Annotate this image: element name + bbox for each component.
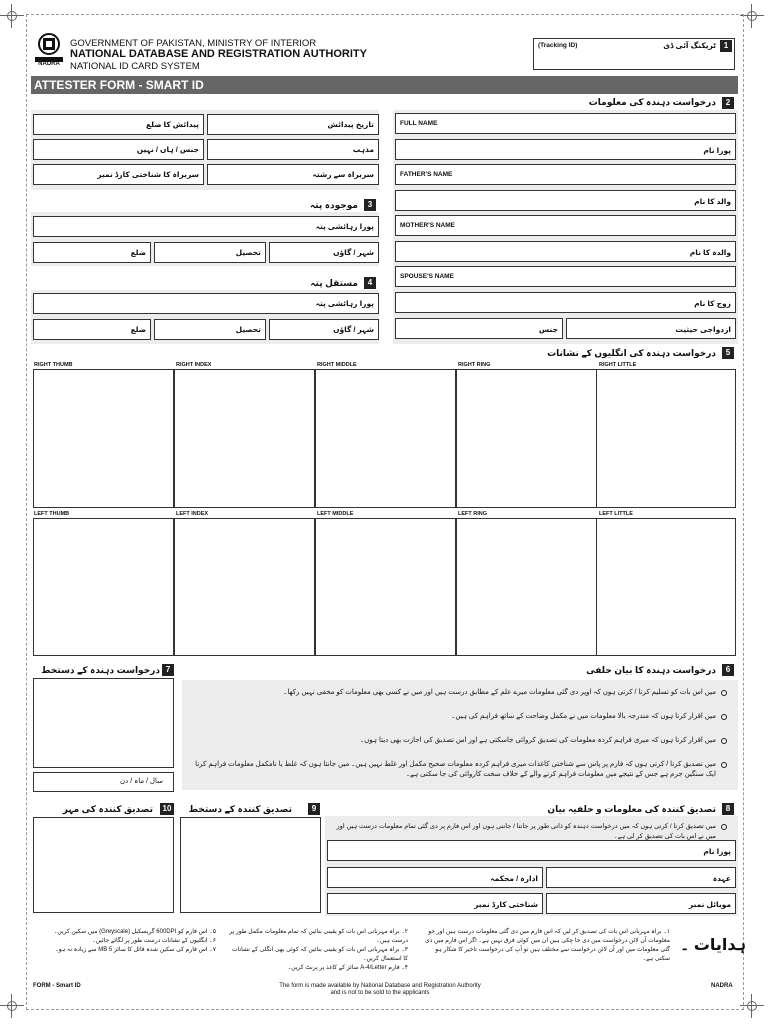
section-number: 2 (722, 97, 734, 109)
field-label: پورا نام (703, 146, 731, 155)
field-label: FULL NAME (400, 120, 438, 127)
logo-text: NADRA (38, 61, 60, 67)
field-label: شہر / گاؤں (333, 248, 374, 257)
bullet-icon (721, 824, 727, 830)
section-number: 3 (364, 199, 376, 211)
fp-label-right-little: RIGHT LITTLE (599, 362, 637, 368)
date-label: سال / ماہ / دن (120, 778, 163, 785)
full-name-ur-field[interactable] (395, 139, 736, 160)
fp-label-right-index: RIGHT INDEX (176, 362, 212, 368)
fp-box-left-thumb[interactable] (33, 518, 174, 656)
declaration-item: میں تصدیق کرتا / کرتی ہوں کہ فارم پر پاس سے شناختی کاغذات میری فراہم کردہ معلومات صحیح مکمل اور غلط نہیں ہیں۔ میں جانتا ہوں کہ غلط یا نامکمل معلومات فراہم کرنا ایک سنگین جرم ہے جس کے نتیجے میں معلومات فراہم کرنے والے کے خلاف سخت کاروائی کی جا سکتی ہے۔ (195, 761, 716, 778)
bullet-icon (721, 714, 727, 720)
fp-label-left-thumb: LEFT THUMB (34, 511, 70, 517)
present-tehsil-field[interactable] (154, 242, 266, 263)
footer-left: FORM - Smart ID (33, 983, 81, 989)
declaration-item: میں اقرار کرتا ہوں کہ مندرجہ بالا معلومات میں نے مکمل وضاحت کے ساتھ فراہم کی ہیں۔ (451, 713, 716, 720)
footer-center-line2: and is not to be sold to the applicants (330, 990, 430, 996)
section-number: 1 (720, 40, 732, 52)
field-label: سربراہ سے رشتہ (312, 170, 374, 179)
field-label: والد کا نام (694, 197, 731, 206)
permanent-district-field[interactable] (33, 319, 151, 340)
instructions-col1: ۱۔ براہ مہربانی اس بات کی تصدیق کر لیں کہ اس فارم میں دی گئی معلومات درست ہیں اور جو معلومات آن لائن درخواست میں دی جا چکی ہیں ان میں کوئی فرق نہیں ہے۔ اگر اس فارم میں دی گئی معلومات میں اور آن لائن درخواست سے مختلف ہیں تو آپ کی درخواست تاخیر کا شکار ہو سکتی ہے۔ (425, 929, 670, 962)
field-label: FATHER'S NAME (400, 171, 453, 178)
section2-title: درخواست دہندہ کی معلومات (588, 97, 716, 107)
gender-select-field[interactable] (395, 318, 563, 339)
field-label: سربراہ کا شناختی کارڈ نمبر (97, 170, 199, 179)
registration-mark (0, 4, 24, 28)
nadra-logo (33, 30, 65, 70)
permanent-city-field[interactable] (269, 319, 379, 340)
tracking-label: (Tracking ID) (538, 42, 578, 49)
header-line1: GOVERNMENT OF PAKISTAN, MINISTRY OF INTERIOR (70, 38, 317, 49)
field-label: شہر / گاؤں (333, 325, 374, 334)
field-label: ضلع (130, 248, 146, 257)
attester-organization-field[interactable] (327, 867, 543, 888)
section5-title: درخواست دہندہ کی انگلیوں کے نشانات (547, 348, 716, 358)
fp-box-left-middle[interactable] (315, 518, 456, 656)
fp-label-right-middle: RIGHT MIDDLE (317, 362, 357, 368)
section3-title: موجودہ پتہ (309, 200, 358, 210)
full-name-field[interactable] (395, 113, 736, 134)
section-number: 7 (162, 664, 174, 676)
bullet-icon (721, 738, 727, 744)
attester-full-name-field[interactable] (327, 840, 736, 861)
field-label: موبائل نمبر (688, 900, 731, 909)
signature-date-field[interactable] (33, 772, 174, 792)
fp-box-left-index[interactable] (174, 518, 315, 656)
field-label: پورا نام (703, 847, 731, 856)
present-address-field[interactable] (33, 216, 379, 237)
fp-label-left-ring: LEFT RING (458, 511, 488, 517)
declaration-item: میں اقرار کرتا ہوں کہ میری فراہم کردہ معلومات کی تصدیق کروائی جاسکتی ہے اور اس تصدیق کی اجازت بھی دیتا ہوں۔ (360, 737, 716, 744)
footer-center-line1: The form is made available by National Database and Registration Authority (279, 983, 481, 989)
section-number: 10 (160, 803, 174, 815)
present-district-field[interactable] (33, 242, 151, 263)
religion-field[interactable] (207, 139, 379, 160)
bullet-icon (721, 762, 727, 768)
footer-right: NADRA (711, 983, 733, 989)
field-label: زوج کا نام (694, 299, 731, 308)
tracking-id-field[interactable] (533, 38, 735, 70)
registration-mark (0, 994, 24, 1018)
attester-cnic-field[interactable] (327, 893, 543, 914)
fp-box-right-little[interactable] (596, 369, 736, 508)
permanent-address-field[interactable] (33, 293, 379, 314)
attester-stamp-box[interactable] (33, 817, 174, 913)
section7-title: درخواست دہندہ کے دستخط (41, 665, 160, 675)
fp-box-left-little[interactable] (596, 518, 736, 656)
section-number: 4 (364, 277, 376, 289)
head-cnic-field[interactable] (33, 164, 204, 185)
attester-statement: میں تصدیق کرتا / کرتی ہوں کہ میں درخواست دہندہ کو ذاتی طور پر جانتا / جانتی ہوں اور اس فارم پر دی گئی تمام معلومات درست ہیں اور میں نے اس بات کی تصدیق کر لی ہے۔ (336, 823, 716, 840)
section8-title: تصدیق کنندہ کی معلومات و حلفیہ بیان (547, 804, 716, 814)
title-bar (31, 76, 738, 94)
mothers-name-ur-field[interactable] (395, 241, 736, 262)
field-label: شناختی کارڈ نمبر (474, 900, 538, 909)
field-label: جنس / ہاں / نہیں (136, 145, 199, 154)
bullet-icon (721, 690, 727, 696)
instructions-col2: ۲۔ براہ مہربانی اس بات کو یقینی بنائیں کہ تمام معلومات مکمل طور پر درست ہیں۔ ۳۔ براہ مہربانی اس بات کو یقینی بنائیں کہ کوئی بھی انگلی کے نشانات کا استعمال کریں۔ ۴۔ فارم A-4/Letter سائز کے کاغذ پر پرنٹ کریں۔ (229, 929, 408, 971)
field-label: مذہب (352, 145, 374, 154)
section-number: 8 (722, 803, 734, 815)
present-city-field[interactable] (269, 242, 379, 263)
relation-field[interactable] (207, 164, 379, 185)
field-label: ادارہ / محکمہ (490, 874, 538, 883)
permanent-tehsil-field[interactable] (154, 319, 266, 340)
mothers-name-field[interactable] (395, 215, 736, 236)
fp-box-left-ring[interactable] (456, 518, 597, 656)
fp-box-right-index[interactable] (174, 369, 315, 508)
field-label: ضلع (130, 325, 146, 334)
date-of-birth-field[interactable] (207, 114, 379, 135)
applicant-signature-box[interactable] (33, 678, 174, 768)
marital-status-field[interactable] (566, 318, 736, 339)
declaration-item: میں اس بات کو تسلیم کرتا / کرتی ہوں کہ اوپر دی گئی معلومات میرے علم کے مطابق درست ہیں اور میں نے کسی بھی معلومات کو مخفی نہیں رکھا۔ (283, 689, 716, 696)
fathers-name-ur-field[interactable] (395, 190, 736, 211)
field-label: عہدہ (712, 874, 731, 883)
field-label: SPOUSE'S NAME (400, 273, 454, 280)
fp-box-right-ring[interactable] (456, 369, 597, 508)
instructions-title: ہدایات ۔ (680, 937, 747, 954)
field-label: پورا رہائشی پتہ (315, 299, 374, 308)
spouses-name-ur-field[interactable] (395, 292, 736, 313)
fp-label-left-middle: LEFT MIDDLE (317, 511, 354, 517)
instructions-col3: ۵۔ اس فارم کو 600DPI گریسکیل (Greyscale) میں سکین کریں۔ ۶۔ انگلیوں کے نشانات درست طور پر لگائے جائیں۔ ۷۔ اس فارم کی سکین شدہ فائل کا سائز 5 MB سے زیادہ نہ ہو۔ (53, 929, 216, 953)
header-line3: NATIONAL ID CARD SYSTEM (70, 61, 200, 72)
section6-title: درخواست دہندہ کا بیان حلفی (586, 665, 716, 675)
section9-title: تصدیق کنندہ کے دستخط (188, 804, 292, 814)
section10-title: تصدیق کنندہ کی مہر (62, 804, 153, 814)
field-label: MOTHER'S NAME (400, 222, 455, 229)
field-label: پیدائش کا ضلع (146, 120, 199, 129)
fp-label-left-index: LEFT INDEX (176, 511, 209, 517)
fp-box-right-thumb[interactable] (33, 369, 174, 508)
spouses-name-field[interactable] (395, 266, 736, 287)
field-label: تحصیل (235, 325, 261, 334)
header-line2: NATIONAL DATABASE AND REGISTRATION AUTHORITY (70, 48, 367, 60)
fathers-name-field[interactable] (395, 164, 736, 185)
section-number: 6 (722, 664, 734, 676)
field-label: تحصیل (235, 248, 261, 257)
fp-label-left-little: LEFT LITTLE (599, 511, 633, 517)
section4-title: مستقل پتہ (310, 278, 358, 288)
section-number: 9 (308, 803, 320, 815)
field-label: پورا رہائشی پتہ (315, 222, 374, 231)
fp-label-right-ring: RIGHT RING (458, 362, 491, 368)
attester-mobile-field[interactable] (546, 893, 736, 914)
field-label: جنس (538, 325, 558, 334)
field-label: تاریخ پیدائش (327, 120, 374, 129)
field-label: والدہ کا نام (689, 248, 731, 257)
form-title: ATTESTER FORM - SMART ID (34, 78, 204, 92)
birth-district-field[interactable] (33, 114, 204, 135)
attester-designation-field[interactable] (546, 867, 736, 888)
field-label: ازدواجی حیثیت (675, 325, 731, 334)
gender-field[interactable] (33, 139, 204, 160)
section-number: 5 (722, 347, 734, 359)
fp-box-right-middle[interactable] (315, 369, 456, 508)
tracking-label-ur: ٹریکنگ آئی ڈی (663, 41, 716, 50)
fp-label-right-thumb: RIGHT THUMB (34, 362, 73, 368)
attester-signature-box[interactable] (180, 817, 321, 913)
